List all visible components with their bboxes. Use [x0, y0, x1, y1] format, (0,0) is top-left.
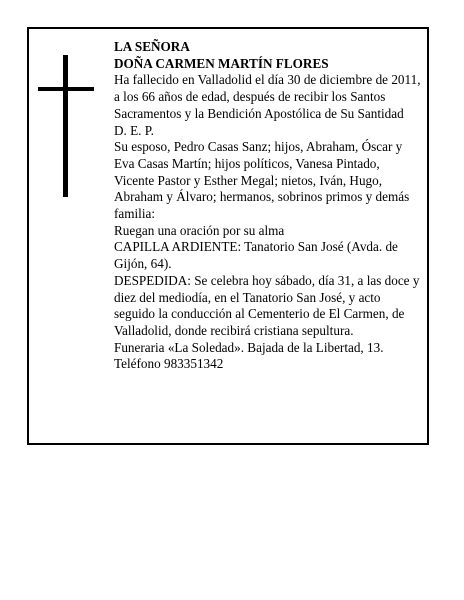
rip-line: D. E. P. [114, 122, 154, 138]
family-list: Su esposo, Pedro Casas Sanz; hijos, Abraham, Óscar y Eva Casas Martín; hijos políticos, Vanesa Pintado, Vicente Pastor y Esther Megal; nietos, Iván, Hugo, Abraham y Álvaro; hermanos, sobrinos primos y demás familia: [114, 139, 410, 222]
funeral-home-info: Funeraria «La Soledad». Bajada de la Libertad, 13. Teléfono 983351342 [114, 339, 384, 372]
deceased-name: DOÑA CARMEN MARTÍN FLORES [114, 55, 329, 71]
chapel-info: CAPILLA ARDIENTE: Tanatorio San José (Avda. de Gijón, 64). [114, 239, 398, 272]
prayer-request: Ruegan una oración por su alma [114, 222, 285, 238]
cross-icon [38, 55, 94, 197]
death-announcement: Ha fallecido en Valladolid el día 30 de diciembre de 2011, a los 66 años de edad, después de recibir los Santos Sacramentos y la Bendición Apostólica de Su Santidad [114, 72, 421, 121]
cross-horizontal-bar [38, 87, 94, 91]
notice-title: LA SEÑORA [114, 39, 190, 54]
farewell-info: DESPEDIDA: Se celebra hoy sábado, día 31, a las doce y diez del mediodía, en el Tanatorio San José, y acto seguido la conducción al Cementerio de El Carmen, de Valladolid, donde recibirá cristiana sepultura. [114, 272, 420, 338]
cross-vertical-bar [63, 55, 68, 197]
obituary-text [114, 39, 422, 373]
